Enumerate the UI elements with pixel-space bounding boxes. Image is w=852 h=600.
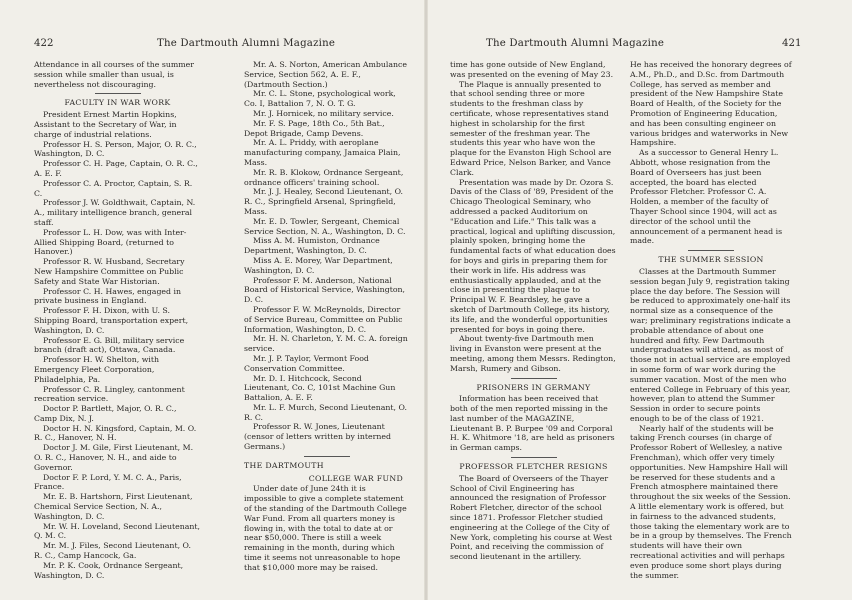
list-item: Mr. D. I. Hitchcock, Second Lieutenant, Co. C, 101st Machine Gun Battalion, A. E. F. xyxy=(244,373,396,403)
section-divider xyxy=(304,456,350,457)
list-item: Mr. J. P. Taylor, Vermont Food Conservation Committee. xyxy=(244,353,369,373)
paragraph: Under date of June 24th it is impossible to give a complete statement of the standing of the Dartmouth College War Fund. From all quarters money is flowing in, with the total to date at or near $50,000. There is still a week remaining in the month, during which time it seems not unreasonable to hope that $10,000 more may be raised. xyxy=(244,484,407,572)
list-item: Doctor H. N. Kingsford, Captain, M. O. R. C., Hanover, N. H. xyxy=(34,423,197,443)
list-item: Professor C. A. Proctor, Captain, S. R. C. xyxy=(34,178,193,198)
left-page-column-1 xyxy=(34,60,201,580)
right-page-column-2 xyxy=(630,60,792,580)
list-item: Mr. L. F. Murch, Second Lieutenant, O. R. C. xyxy=(244,402,407,422)
right-page-column-1 xyxy=(450,60,617,562)
list-item: Mr. F. S. Page, 18th Co., 5th Bat., Depot Brigade, Camp Devens. xyxy=(244,118,385,138)
paragraph: As a successor to General Henry L. Abbott, whose resignation from the Board of Overseers has just been accepted, the board has elected Professor Fletcher. Professor C. A. Holden, a member of the faculty of Thayer School since 1904, will act as director of the school until the announcement of a permanent head is made. xyxy=(630,148,783,246)
section-heading-line-2: COLLEGE WAR FUND xyxy=(308,473,403,483)
section-divider xyxy=(95,93,141,94)
paragraph: Information has been received that both of the men reported missing in the last number of the MAGAZINE, Lieutenant B. P. Burpee '09 and Corporal H. K. Whitmore '18, are held as prisoners in German camps. xyxy=(450,394,615,453)
section-heading: PRISONERS IN GERMANY xyxy=(476,382,591,392)
running-title: The Dartmouth Alumni Magazine xyxy=(157,38,336,49)
list-item: Mr. A. L. Priddy, with aeroplane manufacturing company, Jamaica Plain, Mass. xyxy=(244,138,401,167)
right-page xyxy=(428,0,852,600)
section-heading: THE DARTMOUTH xyxy=(244,460,324,470)
list-item: Professor R. W. Husband, Secretary New Hampshire Committee on Public Safety and State War Historian. xyxy=(34,257,185,286)
section-divider xyxy=(511,378,557,379)
paragraph: About twenty-five Dartmouth men living in Evanston were present at the meeting, among them Messrs. Redington, Marsh, Rumery and Gibson. xyxy=(450,334,616,373)
left-page xyxy=(0,0,424,600)
paragraph: He has received the honorary degrees of A.M., Ph.D., and D.Sc. from Dartmouth College, has served as member and president of the New Hampshire State Board of Health, of the Society for the Promotion of Engineering Education, and has been consulting engineer on various bridges and waterworks in New Hampshire. xyxy=(630,60,792,148)
list-item: Mr. E. B. Hartshorn, First Lieutenant, Chemical Service Section, N. A., Washington, D. C. xyxy=(34,492,193,521)
list-item: Miss A. E. Morey, War Department, Washington, D. C. xyxy=(244,255,393,275)
paragraph: Nearly half of the students will be taking French courses (in charge of Professor Robert of Wellesley, a native Frenchman), which offer very timely opportunities. New Hampshire Hall will be reserved for these students and a French atmosphere maintained there throughout the six weeks of the Session. A little elementary work is offered, but in fairness to the advanced students, those taking the elementary work are to be in a group by themselves. The French students will have their own recreational activities and will perhaps even produce some short plays during the summer. xyxy=(630,423,792,580)
running-title: The Dartmouth Alumni Magazine xyxy=(486,38,665,49)
list-item: Mr. E. D. Towler, Sergeant, Chemical Service Section, N. A., Washington, D. C. xyxy=(244,216,406,236)
paragraph: The Board of Overseers of the Thayer School of Civil Engineering has announced the resignation of Professor Robert Fletcher, director of the school since 1871. Professor Fletcher studied engineering at the College of the City of New York, completing his course at West Point, and receiving the commission of second lieutenant in the artillery. xyxy=(450,473,613,562)
list-item: Professor L. H. Dow, was with Inter-Allied Shipping Board, (returned to Hanover.) xyxy=(34,227,187,257)
list-item: Professor E. G. Bill, military service branch (draft act), Ottawa, Canada. xyxy=(34,335,185,355)
paragraph: Classes at the Dartmouth Summer session began July 9, registration taking place the day before. The Session will be reduced to approximately one-half its normal size as a consequence of the war; preliminary registrations indicate a probable attendance of about one hundred and fifty. Few Dartmouth undergraduates will attend, as most of those not in actual service are employed in some form of war work during the summer vacation. Most of the men who entered College in February of this year, however, plan to attend the Summer Session in order to secure points enough to be of the class of 1921. xyxy=(630,266,791,423)
list-item: Doctor J. M. Gile, First Lieutenant, M. O. R. C., Hanover, N. H., and aide to Governor. xyxy=(34,443,194,472)
list-item: Mr. P. K. Cook, Ordnance Sergeant, Washington, D. C. xyxy=(34,560,184,580)
list-item: Mr. H. N. Charleton, Y. M. C. A. foreign service. xyxy=(244,334,408,354)
list-item: Miss A. M. Humiston, Ordnance Department, Washington, D. C. xyxy=(244,236,380,256)
list-item: President Ernest Martin Hopkins, Assistant to the Secretary of War, in charge of industrial relations. xyxy=(34,110,177,139)
list-item: Mr. M. J. Files, Second Lieutenant, O. R. C., Camp Hancock, Ga. xyxy=(34,541,191,561)
left-page-column-2 xyxy=(244,60,409,573)
list-item: Professor J. W. Goldthwait, Captain, N. A., military intelligence branch, general staff. xyxy=(34,198,196,227)
section-heading: PROFESSOR FLETCHER RESIGNS xyxy=(459,462,608,472)
paragraph: The Plaque is annually presented to that school sending three or more students to the freshman class by certificate, whose representatives stand highest in scholarship for the first semester of the freshman year. The students this year who have won the plaque for the Evanston High School are Edward Price, Nelson Barker, and Vance Clark. xyxy=(450,79,612,177)
paragraph: Presentation was made by Dr. Ozora S. Davis of the Class of '89, President of the Chicago Theological Seminary, who addressed a packed Auditorium on "Education and Life." This talk was a practical, logical and uplifting discussion, plainly spoken, bringing home the fundamental facts of what education does for boys and girls in preparing them for their work in life. His address was enthusiastically applauded, and at the close in presenting the plaque to Principal W. F. Beardsley, he gave a sketch of Dartmouth College, its history, its life, and the wonderful opportunities presented for boys in going there. xyxy=(450,177,616,334)
section-heading: FACULTY IN WAR WORK xyxy=(64,98,171,108)
list-item: Mr. W. H. Loveland, Second Lieutenant, Q. M. C. xyxy=(34,521,201,541)
list-item: Professor H. S. Person, Major, O. R. C., Washington, D. C. xyxy=(34,139,197,159)
list-item: Professor C. H. Hawes, engaged in private business in England. xyxy=(34,286,182,306)
list-item: Mr. R. B. Klokow, Ordnance Sergeant, ordnance officers' training school. xyxy=(244,167,404,187)
list-item: Professor C. H. Page, Captain, O. R. C., A. E. F. xyxy=(34,159,198,178)
list-item: Doctor P. Bartlett, Major, O. R. C., Camp Dix, N. J. xyxy=(34,404,177,423)
list-item: Doctor F. P. Lord, Y. M. C. A., Paris, France. xyxy=(34,472,182,492)
list-item: Professor F. W. McReynolds, Director of Service Bureau, Committee on Public Information, Washington, D. C. xyxy=(244,304,403,334)
list-item: Professor F. M. Anderson, National Board of Historical Service, Washington, D. C. xyxy=(244,275,406,305)
list-item: Mr. J. J. Healey, Second Lieutenant, O. R. C., Springfield Arsenal, Springfield, Mass. xyxy=(244,187,404,216)
paragraph: Attendance in all courses of the summer session while smaller than usual, is nevertheless not discouraging. xyxy=(34,60,194,89)
section-divider xyxy=(688,250,734,251)
page-number: 422 xyxy=(34,38,54,49)
section-heading: THE SUMMER SESSION xyxy=(658,255,764,265)
page-number: 421 xyxy=(782,38,802,49)
list-item: Professor F. H. Dixon, with U. S. Shipping Board, transportation expert, Washington, D. C. xyxy=(34,306,189,335)
list-item: Professor H. W. Shelton, with Emergency Fleet Corporation, Philadelphia, Pa. xyxy=(34,355,160,384)
list-item: Mr. J. Hornicek, no military service. xyxy=(253,108,394,118)
paragraph: time has gone outside of New England, was presented on the evening of May 23. xyxy=(450,60,614,79)
list-item: Professor C. R. Lingley, cantonment recreation service. xyxy=(34,384,185,404)
section-divider xyxy=(511,457,557,458)
list-item: Professor R. W. Jones, Lieutenant (censor of letters written by interned Germans.) xyxy=(244,422,391,452)
list-item: Mr. A. S. Norton, American Ambulance Service, Section 562, A. E. F., (Dartmouth Section.) xyxy=(244,60,408,89)
list-item: Mr. C. L. Stone, psychological work, Co. I, Battalion 7, N. O. T. G. xyxy=(244,89,396,109)
